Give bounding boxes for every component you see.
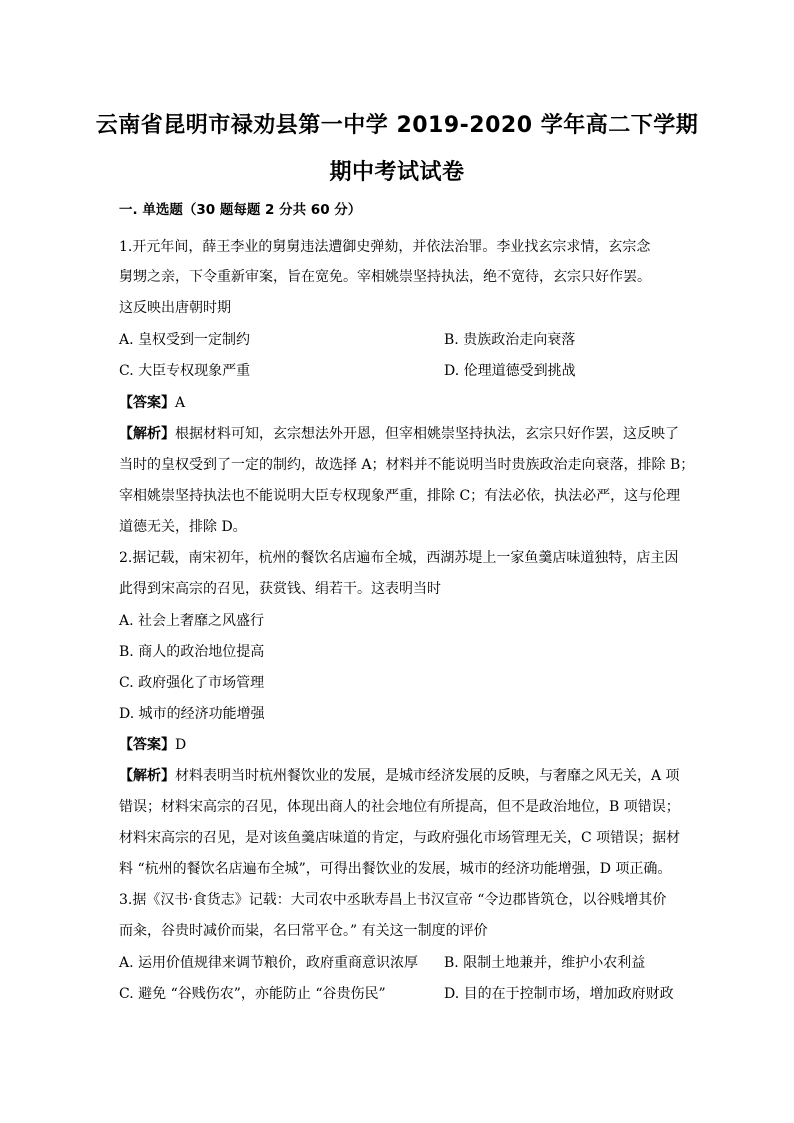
q1-stem-line-2: 舅甥之亲，下令重新审案，旨在宽免。宰相姚崇坚持执法，绝不宽待，玄宗只好作罢。 (119, 269, 651, 285)
document-title-line-1: 云南省昆明市禄劝县第一中学 2019-2020 学年高二下学期 (95, 113, 699, 138)
q2-analysis-tag: 【解析】 (119, 768, 175, 784)
q1-option-a: A. 皇权受到一定制约 (119, 332, 251, 348)
q1-option-d: D. 伦理道德受到挑战 (444, 363, 576, 379)
q2-analysis-line-4: 料 “杭州的餐饮名店遍布全城”，可得出餐饮业的发展，城市的经济功能增强，D 项正确。 (119, 861, 672, 877)
q2-analysis-line-1 (119, 767, 680, 785)
q2-analysis-text-1: 材料表明当时杭州餐饮业的发展，是城市经济发展的反映，与奢靡之风无关，A 项 (175, 768, 680, 784)
q2-option-b: B. 商人的政治地位提高 (119, 644, 265, 660)
q1-analysis-text-1: 根据材料可知，玄宗想法外开恩，但宰相姚崇坚持执法，玄宗只好作罢，这反映了 (175, 426, 679, 442)
q1-analysis-line-3: 宰相姚崇坚持执法也不能说明大臣专权现象严重，排除 C；有法必依，执法必严，这与伦理 (119, 488, 681, 504)
document-title-line-2: 期中考试试卷 (329, 160, 465, 185)
q2-option-c: C. 政府强化了市场管理 (119, 675, 265, 691)
q1-option-c: C. 大臣专权现象严重 (119, 363, 251, 379)
q3-stem-line-1: 3.据《汉书·食货志》记载：大司农中丞耿寿昌上书汉宣帝 “令边郡皆筑仓，以谷贱增其价 (119, 892, 667, 908)
q2-analysis-line-2: 错误；材料宋高宗的召见，体现出商人的社会地位有所提高，但不是政治地位，B 项错误； (119, 799, 680, 815)
q2-stem-line-2: 此得到宋高宗的召见，获赏钱、绢若干。这表明当时 (119, 581, 441, 597)
q1-stem-line-1: 1.开元年间，薛王李业的舅舅违法遭御史弹劾，并依法治罪。李业找玄宗求情，玄宗念 (119, 239, 651, 255)
q3-stem-line-2: 而籴，谷贵时减价而粜，名曰常平仓。” 有关这一制度的评价 (119, 923, 488, 939)
q1-analysis-line-2: 当时的皇权受到了一定的制约，故选择 A；材料并不能说明当时贵族政治走向衰落，排除 B； (119, 457, 695, 473)
q1-answer-tag: 【答案】 (119, 395, 175, 411)
q3-option-d: D. 目的在于控制市场，增加政府财政 (444, 986, 674, 1002)
q1-analysis-tag: 【解析】 (119, 426, 175, 442)
q1-stem-line-3: 这反映出唐朝时期 (119, 300, 231, 316)
q2-analysis-line-3: 材料宋高宗的召见，是对该鱼羹店味道的肯定，与政府强化市场管理无关，C 项错误；据材 (119, 830, 681, 846)
q2-answer (119, 736, 186, 754)
q1-analysis-line-1 (119, 425, 679, 443)
q2-answer-tag: 【答案】 (119, 737, 175, 753)
q3-option-b: B. 限制土地兼并，维护小农利益 (444, 955, 646, 971)
section-heading: 一. 单选题（30 题每题 2 分共 60 分） (119, 202, 362, 218)
q3-option-a: A. 运用价值规律来调节粮价，政府重商意识浓厚 (119, 955, 419, 971)
q2-answer-value: D (175, 737, 187, 753)
q1-option-b: B. 贵族政治走向衰落 (444, 332, 576, 348)
q1-answer (119, 394, 185, 412)
q2-stem-line-1: 2.据记载，南宋初年，杭州的餐饮名店遍布全城，西湖苏堤上一家鱼羹店味道独特，店主因 (119, 550, 679, 566)
q3-option-c: C. 避免 “谷贱伤农”，亦能防止 “谷贵伤民” (119, 986, 386, 1002)
q1-analysis-line-4: 道德无关，排除 D。 (119, 519, 247, 535)
q2-option-a: A. 社会上奢靡之风盛行 (119, 613, 265, 629)
q1-answer-value: A (175, 395, 186, 411)
q2-option-d: D. 城市的经济功能增强 (119, 706, 265, 722)
